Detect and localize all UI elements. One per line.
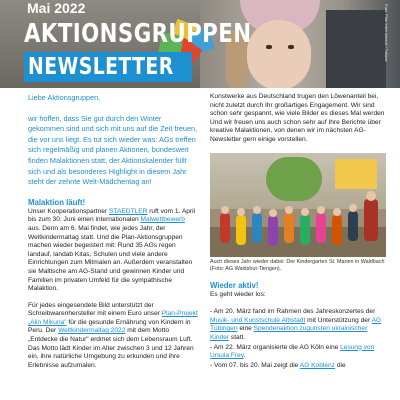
- child-head: [349, 204, 357, 212]
- text: ruft vom 1. April bis zum 30. Juni einen internationalen: [28, 207, 196, 224]
- girl-eye-right: [288, 45, 294, 49]
- newsletter-title-line1: AKTIONSGRUPPEN: [24, 19, 252, 49]
- child-head: [253, 206, 261, 214]
- child-head: [221, 206, 229, 214]
- girl-eye-left: [266, 45, 272, 49]
- text: - Vom 07. bis 20. Mai zeigt die: [210, 361, 300, 369]
- text: Unser Kooperationspartner: [28, 207, 110, 215]
- list-item: [210, 344, 386, 361]
- text: .: [243, 352, 246, 360]
- link-spendenaktion[interactable]: Spendenaktion zugunsten ukrainischer Kinder: [210, 325, 368, 341]
- list-item: [210, 308, 386, 342]
- text: - Am 20. März fand im Rahmen des Jahreskonzertes der: [210, 308, 376, 316]
- newsletter-title-band: [24, 52, 192, 82]
- child-figure: [348, 211, 358, 241]
- child-head: [333, 208, 341, 216]
- text: mit dem Motto „Entdecke die Natur" erdmet sich dem Lebensraum Luft. Das Motto lädt Kinder im Alter zwischen 3 und 12 Jahren ein, ihre natürliche Umgebung zu erkunden und ihre Erlebnisse aufzumalen.: [28, 327, 194, 369]
- child-head: [285, 206, 293, 214]
- child-figure: [300, 215, 310, 245]
- girl-face: [247, 20, 311, 88]
- spacer: [210, 273, 386, 281]
- section-heading-wieder-aktiv: Wieder aktiv!: [210, 280, 259, 290]
- intro-text: [28, 93, 198, 188]
- text: eine: [237, 325, 254, 333]
- text: - Am 22. März organisierte die AG Köln eine: [210, 343, 341, 351]
- adult-coat: [326, 10, 386, 88]
- photo-tree-mural: [266, 157, 322, 201]
- list-intro: Es geht wieder los:: [210, 290, 266, 298]
- text: Für jedes eingesendete Bild unterstützt der Schreibwarenhersteller mit einem Euro unser: [28, 301, 162, 318]
- child-figure: [316, 213, 326, 243]
- text: statt.: [229, 333, 246, 341]
- child-head: [317, 206, 325, 214]
- link-musikschule-albstadt[interactable]: Musik- und Kunstschule Albstadt: [210, 316, 306, 324]
- adult-figure: [364, 199, 378, 241]
- link-lesung-ursula-frey[interactable]: Lesung von Ursula Frey: [210, 343, 375, 360]
- text: mit Unterstützung der: [305, 316, 372, 324]
- link-weltkindermaltag[interactable]: Weltkindermaltag 2022: [58, 327, 126, 335]
- child-head: [301, 208, 309, 216]
- section-body-wieder-aktiv: [210, 291, 386, 371]
- child-head: [269, 209, 277, 217]
- link-ag-tuebingen[interactable]: AG Tübingen: [210, 316, 382, 333]
- text: für die gesunde Ernährung von Kindern in Peru. Der: [28, 318, 191, 335]
- kindergarten-group-photo: [210, 153, 386, 257]
- photo-caption: Auch dieses Jahr wieder dabei: Der Kindergarten St. Marien in Waldbach (Foto: AG Waldshut-Tiengen).: [210, 258, 385, 272]
- left-column: [28, 93, 198, 378]
- adult-head: [366, 191, 376, 201]
- link-malwettbewerb[interactable]: Malwettbewerb: [140, 216, 185, 224]
- issue-date: Mai 2022: [27, 0, 86, 16]
- photo-credit: [384, 4, 397, 84]
- text: die: [334, 361, 346, 369]
- child-figure: [268, 216, 278, 246]
- photo-credit-text: Foto: Plan International / Tatiana: [384, 4, 389, 62]
- greeting: Liebe Aktionsgruppen,: [28, 93, 101, 102]
- paragraph: Kunstwerke aus Deutschland trugen den Löwenanteil bei, nicht zuletzt durch Ihr großartiges Engagement. Wir sind schon sehr gespannt, wie viele Bilder es dieses Mal werden Und wir freuen uns auch schon sehr auf Ihre Berichte über kreative Malaktionen, von denen wir im nächsten AG-Newsletter gern einige vorstellen.: [210, 93, 385, 143]
- paragraph: [28, 302, 198, 371]
- child-figure: [236, 215, 246, 245]
- intro-paragraph: wir hoffen, dass Sie gut durch den Winter gekommen sind und sich mit uns auf die Zeit freuen, die vor uns liegt. Es tut sich wieder was: AGs treffen sich regelmäßig und planen Aktionen, bundesweit finden Malaktionen statt, der Aktionskalender füllt sich und als besonderes Highlight in diesem Jahr steht der zehnte Welt-Mädchentag an!: [28, 113, 198, 187]
- child-figure: [252, 213, 262, 243]
- link-ag-koblenz[interactable]: AG Koblenz: [299, 361, 335, 369]
- link-plan-projekt[interactable]: Plan-Projekt „Alin Mikuna": [28, 310, 198, 326]
- child-figure: [332, 215, 342, 245]
- link-staedtler[interactable]: STAEDTLER: [109, 207, 148, 215]
- photo-poster: [335, 159, 377, 189]
- child-figure: [220, 213, 230, 243]
- right-intro: [210, 93, 386, 145]
- section-heading-malaktion: Malaktion läuft!: [28, 197, 86, 207]
- header-banner: [0, 0, 400, 88]
- child-figure: [284, 213, 294, 243]
- child-head: [237, 208, 245, 216]
- list-item: [210, 362, 386, 371]
- section-body-malaktion: [28, 208, 198, 371]
- paragraph: [28, 208, 198, 294]
- text: aus. Denn am 6. Mai findet, wie jedes Jahr, der Weltkindermaltag statt. Und die Plan-Aktionsgruppen machen wieder begeistert mit: Rund 35 AGs regen landauf, landab Kitas, Schulen und viele andere Einrichtungen zum Mitmalen an. Außerdem veranstalten sie Maltische am AG-Stand und gewinnen Kinder und Familien im privaten Umfeld für die sympathische Malaktion.: [28, 224, 193, 293]
- newsletter-title-line2: NEWSLETTER: [28, 54, 174, 80]
- right-column: [210, 93, 386, 371]
